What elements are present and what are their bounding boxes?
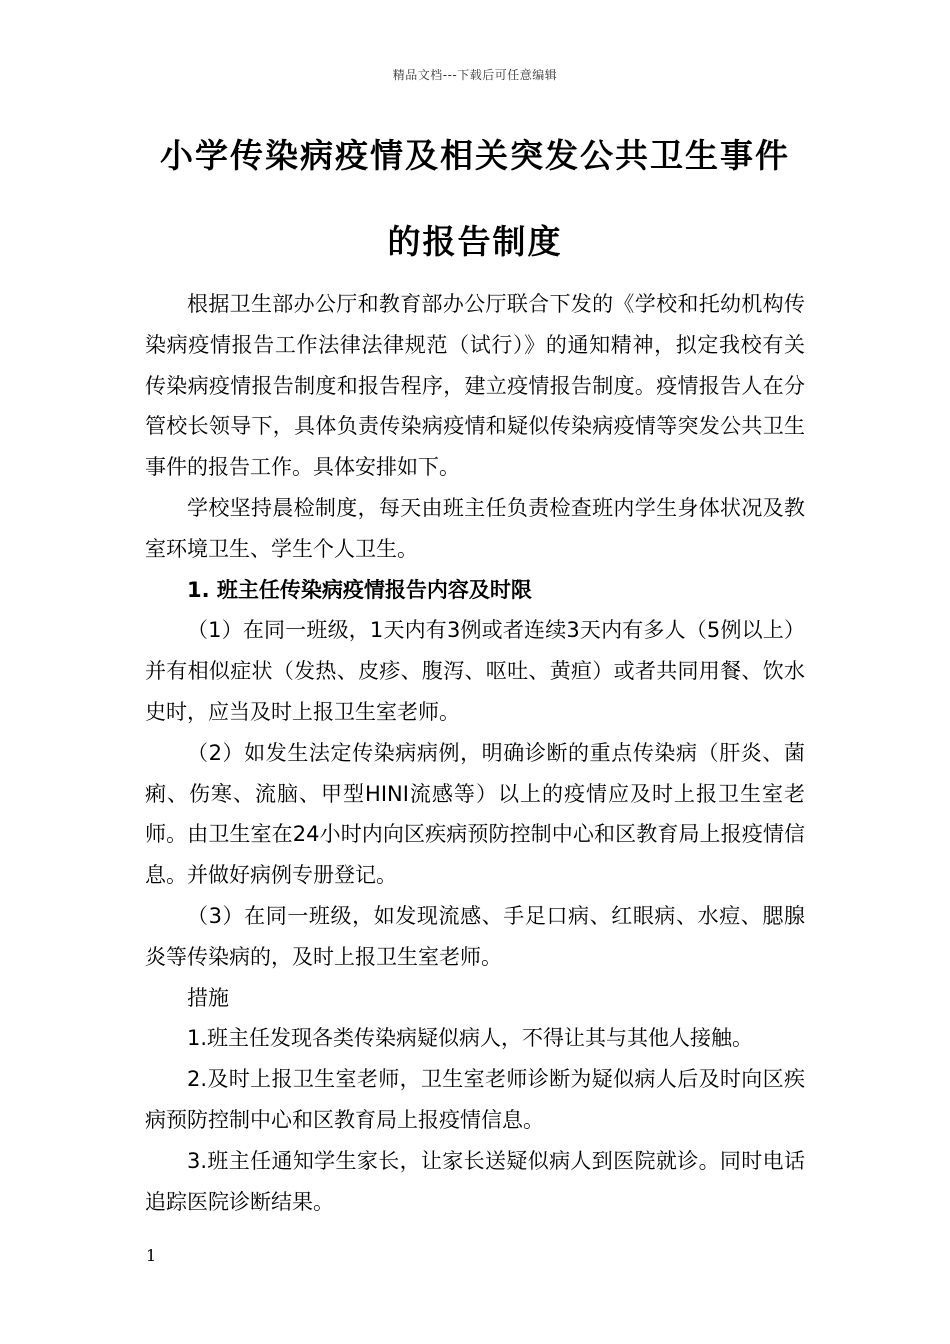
paragraph-intro: 根据卫生部办公厅和教育部办公厅联合下发的《学校和托幼机构传染病疫情报告工作法律法律规范（试行）》的通知精神，拟定我校有关传染病疫情报告制度和报告程序，建立疫情报告制度。疫情报告人在分管校长领导下，具体负责传染病疫情和疑似传染病疫情等突发公共卫生事件的报告工作。具体安排如下。 xyxy=(145,292,805,480)
document-title-line-1: 小学传染病疫情及相关突发公共卫生事件 xyxy=(160,136,790,175)
section-heading-report-content: 1. 班主任传染病疫情报告内容及时限 xyxy=(187,577,532,602)
paragraph-item-2: （2）如发生法定传染病病例，明确诊断的重点传染病（肝炎、菌痢、伤寒、流脑、甲型HINI流感等）以上的疫情应及时上报卫生室老师。由卫生室在24小时内向区疾病预防控制中心和区教育局上报疫情信息。并做好病例专册登记。 xyxy=(145,740,805,888)
paragraph-measure-3: 3.班主任通知学生家长，让家长送疑似病人到医院就诊。同时电话追踪医院诊断结果。 xyxy=(145,1148,805,1214)
paragraph-item-3: （3）在同一班级，如发现流感、手足口病、红眼病、水痘、腮腺炎等传染病的，及时上报卫生室老师。 xyxy=(145,903,805,969)
paragraph-item-1: （1）在同一班级，1天内有3例或者连续3天内有多人（5例以上）并有相似症状（发热、皮疹、腹泻、呕吐、黄疸）或者共同用餐、饮水史时，应当及时上报卫生室老师。 xyxy=(145,618,805,724)
document-title-line-2: 的报告制度 xyxy=(387,222,563,261)
section-heading-measures: 措施 xyxy=(187,985,229,1010)
paragraph-measure-2: 2.及时上报卫生室老师，卫生室老师诊断为疑似病人后及时向区疾病预防控制中心和区教育局上报疫情信息。 xyxy=(145,1067,805,1132)
paragraph-measure-1: 1.班主任发现各类传染病疑似病人，不得让其与其他人接触。 xyxy=(187,1026,754,1051)
paragraph-morning-check: 学校坚持晨检制度，每天由班主任负责检查班内学生身体状况及教室环境卫生、学生个人卫生。 xyxy=(145,495,805,561)
header-note: 精品文档---下载后可任意编辑 xyxy=(392,68,558,82)
document-body xyxy=(145,284,805,1222)
page-number: 1 xyxy=(146,1246,157,1265)
